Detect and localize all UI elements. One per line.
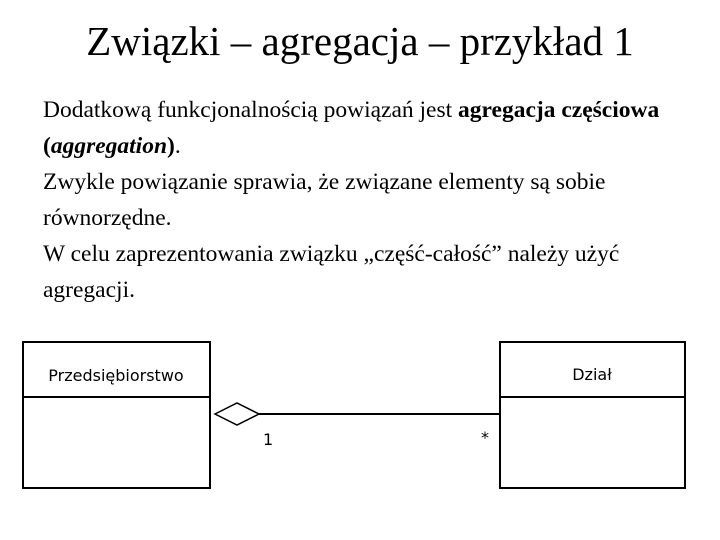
multiplicity-whole: 1 — [263, 430, 274, 449]
paragraph-part-whole: W celu zaprezentowania związku „część-całość” należy użyć agregacji. — [43, 241, 620, 303]
class-name-dzial: Dział — [572, 365, 612, 384]
aggregation-diamond-icon — [215, 403, 259, 425]
class-box-przedsiebiorstwo[interactable] — [23, 342, 210, 488]
class-name-przedsiebiorstwo: Przedsiębiorstwo — [48, 366, 184, 385]
term-aggregation-english: aggregation — [50, 133, 168, 159]
class-box-dzial[interactable] — [500, 342, 685, 488]
multiplicity-part: * — [481, 428, 489, 447]
paragraph-association-equality: Zwykle powiązanie sprawia, że związane elementy są sobie równorzędne. — [43, 169, 606, 231]
term-partial-aggregation: agregacja częściowa (aggregation) — [43, 97, 660, 159]
paragraph-text-end: . — [174, 133, 181, 159]
slide-title: Związki – agregacja – przykład 1 — [86, 18, 634, 64]
paragraph-text-start: Dodatkową funkcjonalnością powiązań jest — [43, 97, 459, 123]
